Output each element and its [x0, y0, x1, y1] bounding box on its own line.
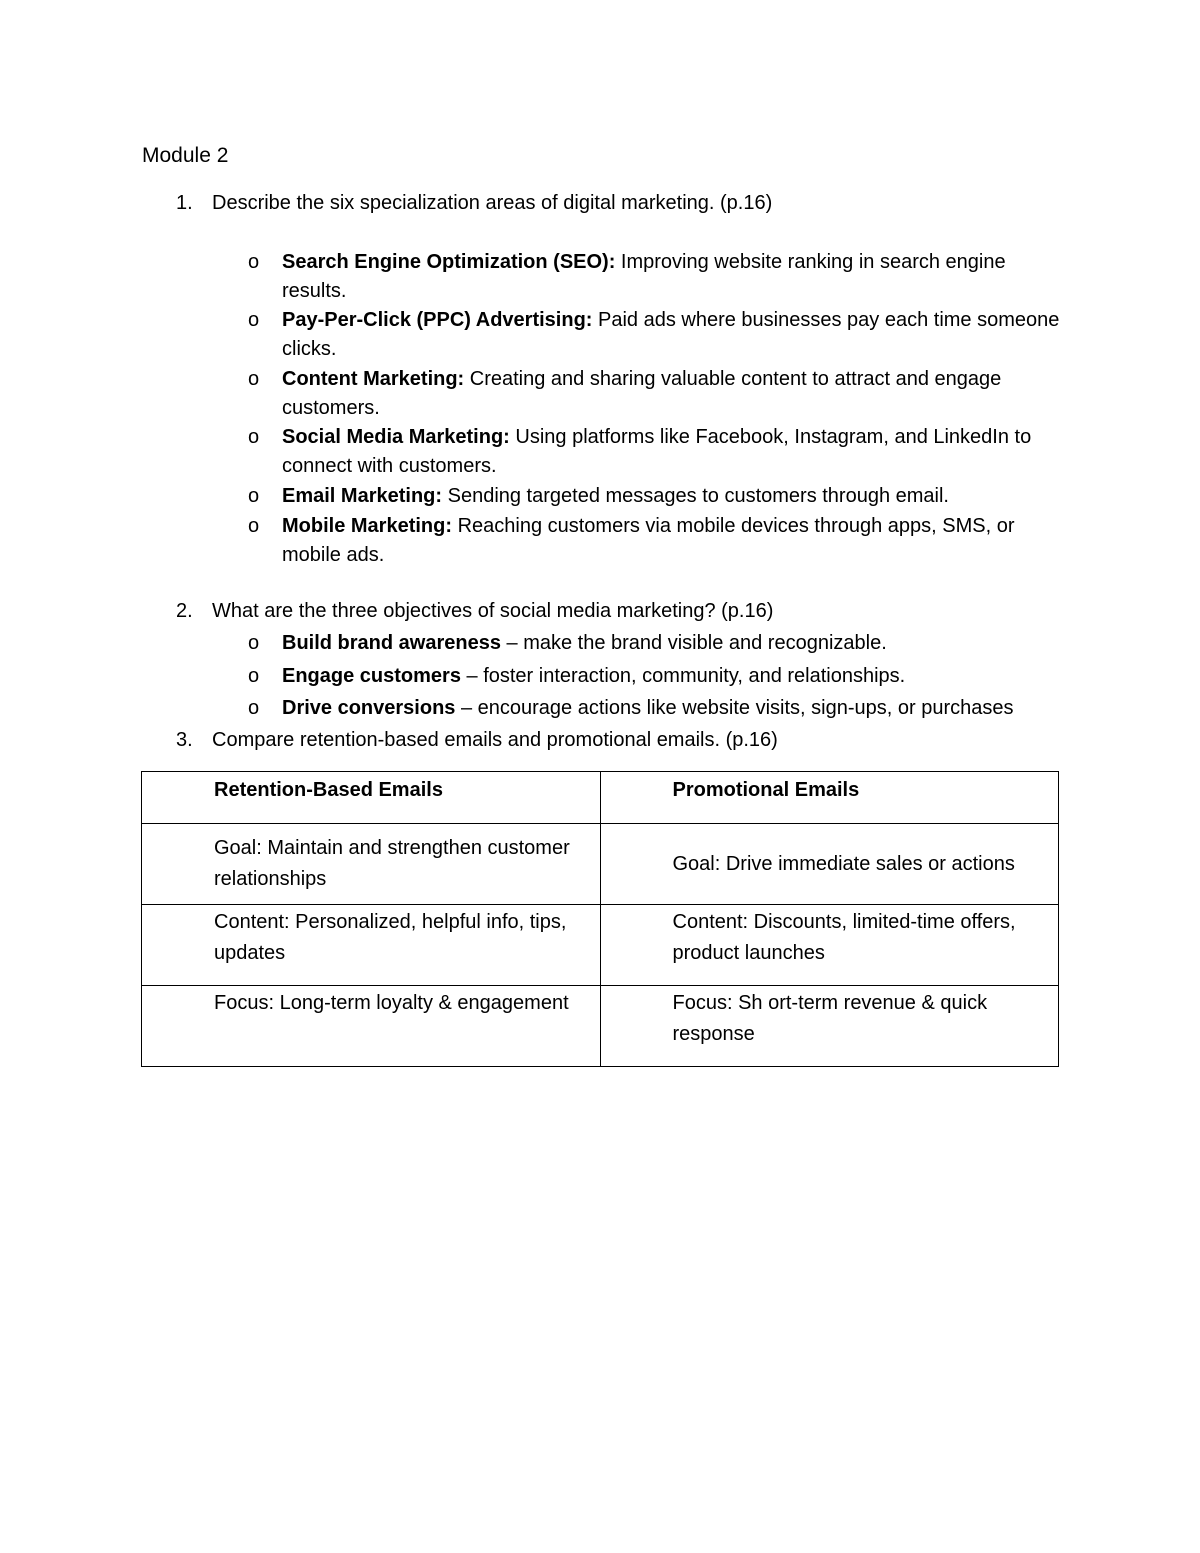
table-row [142, 824, 1059, 905]
bullet-desc: – foster interaction, community, and relationships. [460, 665, 906, 687]
bullet-term: Engage customers [282, 665, 461, 687]
comparison-table [141, 771, 1059, 1067]
question-2 [176, 598, 773, 624]
table-header-row [142, 772, 1059, 824]
question-3 [176, 727, 778, 753]
table-cell: Focus: Long-term loyalty & engagement [142, 986, 601, 1067]
bullet-icon: o [248, 251, 260, 273]
table-cell: Goal: Maintain and strengthen customer relationships [142, 824, 601, 905]
bullet-icon: o [248, 485, 260, 507]
bullet-term: Social Media Marketing: [282, 426, 510, 448]
bullet-icon: o [248, 697, 260, 719]
bullet-icon: o [248, 665, 260, 687]
question-number: 2. [176, 600, 193, 622]
table-row [142, 905, 1059, 986]
bullet-icon: o [248, 368, 260, 390]
bullet-term: Mobile Marketing: [282, 515, 453, 537]
bullet-term: Email Marketing: [282, 485, 443, 507]
question-number: 1. [176, 192, 193, 214]
question-text: Compare retention-based emails and promotional emails. (p.16) [212, 729, 778, 751]
bullet-desc: Creating and sharing valuable content to attract and engage customers. [282, 368, 1002, 419]
bullet-desc: – encourage actions like website visits, sign-ups, or purchases [455, 697, 1014, 719]
document-title: Module 2 [142, 144, 229, 167]
table-cell: Content: Personalized, helpful info, tips, updates [142, 905, 601, 986]
bullet-term: Search Engine Optimization (SEO): [282, 251, 616, 273]
bullet-desc: Improving website ranking in search engine results. [282, 251, 1006, 302]
bullet-desc: Sending targeted messages to customers through email. [442, 485, 949, 507]
question-text: What are the three objectives of social media marketing? (p.16) [212, 600, 774, 622]
bullet-term: Drive conversions [282, 697, 456, 719]
bullet-icon: o [248, 309, 260, 331]
table-header-cell: Promotional Emails [600, 772, 1059, 824]
table-row [142, 986, 1059, 1067]
bullet-term: Pay-Per-Click (PPC) Advertising: [282, 309, 593, 331]
bullet-desc: Paid ads where businesses pay each time someone clicks. [282, 309, 1060, 360]
bullet-term: Content Marketing: [282, 368, 465, 390]
bullet-term: Build brand awareness [282, 632, 501, 654]
question-text: Describe the six specialization areas of digital marketing. (p.16) [212, 192, 773, 214]
bullet-desc: Reaching customers via mobile devices through apps, SMS, or mobile ads. [282, 515, 1015, 566]
bullet-icon: o [248, 515, 260, 537]
table-cell: Goal: Drive immediate sales or actions [600, 824, 1059, 905]
question-number: 3. [176, 729, 193, 751]
bullet-desc: Using platforms like Facebook, Instagram, and LinkedIn to connect with customers. [282, 426, 1032, 477]
bullet-icon: o [248, 632, 260, 654]
bullet-desc: – make the brand visible and recognizable. [500, 632, 887, 654]
table-cell: Content: Discounts, limited-time offers, product launches [600, 905, 1059, 986]
table-header-cell: Retention-Based Emails [142, 772, 601, 824]
question-1 [176, 190, 772, 216]
bullet-icon: o [248, 426, 260, 448]
table-cell: Focus: Sh ort-term revenue & quick response [600, 986, 1059, 1067]
